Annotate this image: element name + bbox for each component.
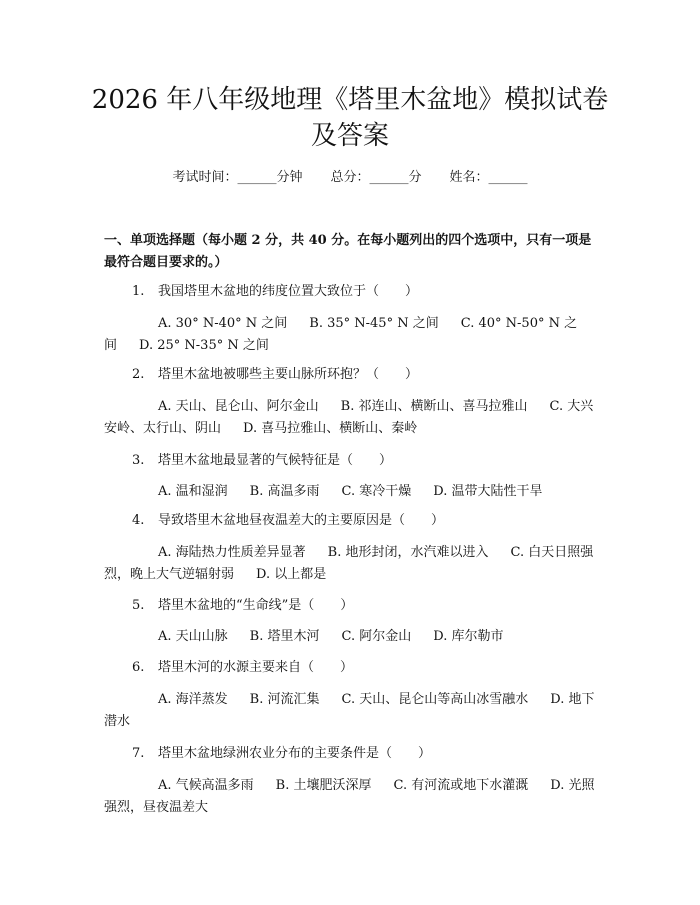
question-stem: [132, 596, 602, 616]
option-a: A. 天山山脉: [158, 629, 228, 644]
question-stem: [132, 451, 602, 471]
option-b: B. 高温多雨: [249, 484, 320, 499]
section-heading: 一、单项选择题（每小题 2 分，共 40 分。在每小题列出的四个选项中，只有一项是最符合题目要求的。）: [104, 233, 592, 270]
question-stem: [132, 511, 602, 531]
question-text: 塔里木盆地绿洲农业分布的主要条件是（ ）: [158, 746, 432, 761]
option-a: A. 温和湿润: [158, 484, 228, 499]
question-options: [104, 775, 604, 819]
option-a: A. 海陆热力性质差异显著: [158, 545, 306, 560]
question-stem: [132, 282, 602, 302]
question-stem: [132, 658, 602, 678]
student-name-field: 姓名：______: [449, 170, 528, 185]
exam-time-field: 考试时间：______分钟: [172, 170, 303, 185]
question-number: 5.: [132, 598, 145, 613]
question-number: 6.: [132, 660, 145, 675]
exam-score-field: 总分：______分: [330, 170, 422, 185]
question-number: 3.: [132, 453, 145, 468]
option-d: D. 地下潜水: [104, 692, 595, 729]
option-b: B. 地形封闭，水汽难以进入: [327, 545, 489, 560]
question-options: [104, 689, 604, 733]
option-d: D. 光照强烈，昼夜温差大: [104, 778, 595, 815]
option-c: C. 天山、昆仑山等高山冰雪融水: [341, 692, 529, 707]
option-a: A. 30° N-40° N 之间: [158, 316, 288, 331]
question-options: [104, 481, 604, 503]
question-stem: [132, 744, 602, 764]
question-options: [104, 626, 604, 648]
exam-title-line1: 2026 年八年级地理《塔里木盆地》模拟试卷: [91, 85, 609, 115]
question-text: 塔里木河的水源主要来自（ ）: [158, 660, 354, 675]
exam-meta: [0, 168, 700, 188]
question-stem: [132, 365, 602, 385]
option-c: C. 寒冷干燥: [341, 484, 412, 499]
exam-title-line2: 及答案: [310, 121, 389, 151]
question-options: [104, 396, 604, 440]
option-b: B. 土壤肥沃深厚: [275, 778, 372, 793]
option-d: D. 库尔勒市: [433, 629, 504, 644]
option-d: D. 以上都是: [256, 567, 327, 582]
option-a: A. 天山、昆仑山、阿尔金山: [158, 399, 319, 414]
option-d: D. 喜马拉雅山、横断山、秦岭: [243, 421, 418, 436]
option-b: B. 35° N-45° N 之间: [309, 316, 439, 331]
question-number: 2.: [132, 367, 145, 382]
question-text: 塔里木盆地最显著的气候特征是（ ）: [158, 453, 393, 468]
option-c: C. 阿尔金山: [341, 629, 412, 644]
option-c: C. 40° N-50° N 之间: [104, 316, 578, 353]
option-c: C. 白天日照强烈，晚上大气逆辐射弱: [104, 545, 594, 582]
option-b: B. 塔里木河: [249, 629, 320, 644]
question-text: 塔里木盆地的“生命线”是（ ）: [158, 598, 354, 613]
option-a: A. 气候高温多雨: [158, 778, 254, 793]
question-text: 我国塔里木盆地的纬度位置大致位于（ ）: [158, 284, 419, 299]
option-c: C. 大兴安岭、太行山、阴山: [104, 399, 594, 436]
option-c: C. 有河流或地下水灌溉: [393, 778, 529, 793]
question-options: [104, 313, 604, 357]
option-a: A. 海洋蒸发: [158, 692, 228, 707]
question-number: 1.: [132, 284, 145, 299]
question-number: 4.: [132, 513, 145, 528]
option-b: B. 河流汇集: [249, 692, 320, 707]
question-number: 7.: [132, 746, 145, 761]
option-d: D. 温带大陆性干旱: [433, 484, 543, 499]
question-text: 塔里木盆地被哪些主要山脉所环抱？（ ）: [158, 367, 419, 382]
option-b: B. 祁连山、横断山、喜马拉雅山: [340, 399, 528, 414]
question-text: 导致塔里木盆地昼夜温差大的主要原因是（ ）: [158, 513, 445, 528]
question-options: [104, 542, 604, 586]
option-d: D. 25° N-35° N 之间: [139, 338, 269, 353]
